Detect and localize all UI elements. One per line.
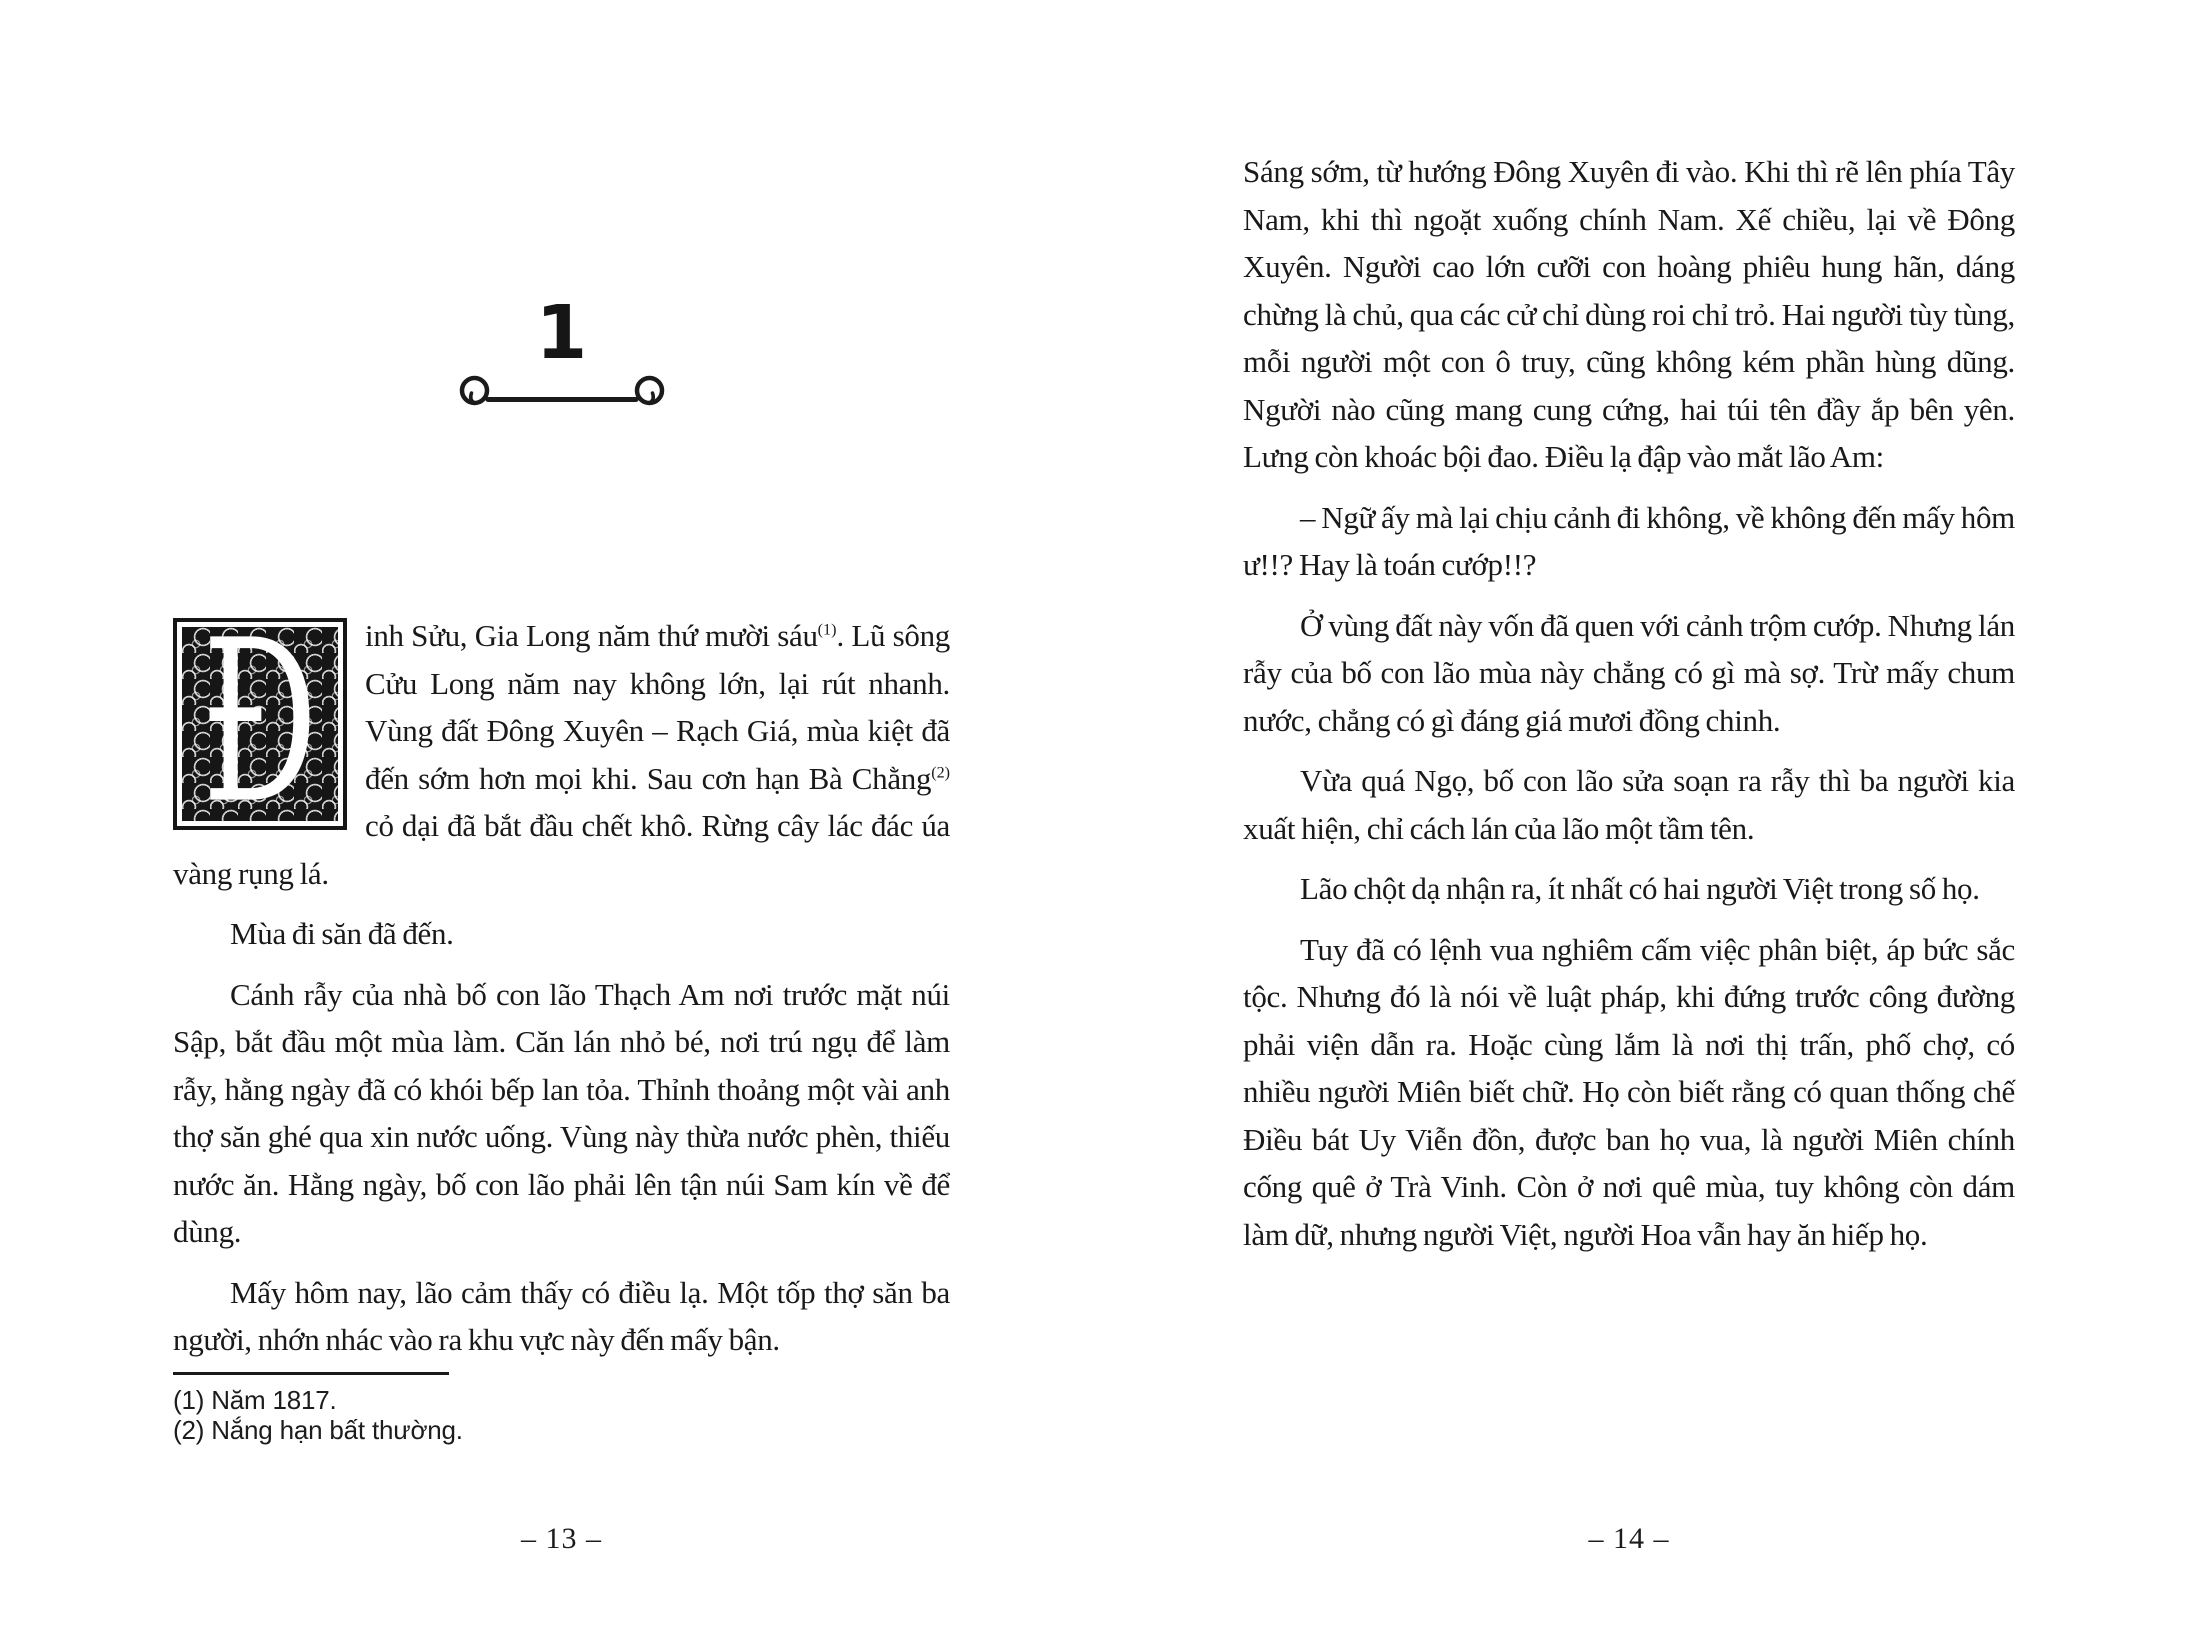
footnote-1: (1) Năm 1817. xyxy=(173,1385,337,1415)
paragraph: – Ngữ ấy mà lại chịu cảnh đi không, về không đến mấy hôm ư!!? Hay là toán cướp!!? xyxy=(1243,499,2015,582)
drop-cap-engraving xyxy=(182,627,338,821)
footnote-divider xyxy=(173,1372,449,1375)
drop-cap-ornament xyxy=(173,618,347,830)
paragraph: Mấy hôm nay, lão cảm thấy có điều lạ. Một tốp thợ săn ba người, nhớn nhác vào ra khu vực này đến mấy bận. xyxy=(173,1274,950,1357)
drop-cap-letter: Đ xyxy=(201,627,319,821)
footnote-2: (2) Nắng hạn bất thường. xyxy=(173,1415,463,1445)
paragraph: Mùa đi săn đã đến. xyxy=(230,916,454,951)
chapter-number: 1 xyxy=(535,290,588,376)
paragraph: Tuy đã có lệnh vua nghiêm cấm việc phân biệt, áp bức sắc tộc. Nhưng đó là nói về luật pháp, khi đứng trước công đường phải viện dẫn ra. Hoặc cùng lắm là nơi thị trấn, phố chợ, có nhiều người Miên biết chữ. Họ còn biết rằng có quan thống chế Điều bát Uy Viễn đồn, được ban họ vua, là người Miên chính cống quê ở Trà Vinh. Còn ở nơi quê mùa, tuy không còn dám làm dữ, nhưng người Việt, người Hoa vẫn hay ăn hiếp họ. xyxy=(1243,931,2015,1252)
chapter-ornament-icon xyxy=(173,374,950,415)
paragraph: Đ inh Sửu, Gia Long năm thứ mười sáu$^{(1)}$. Lũ sông Cửu Long năm nay không lớn, lại rút nhanh. Vùng đất Đông Xuyên – Rạch Giá, mùa kiệt đã đến sớm hơn mọi khi. Sau cơn hạn Bà Chằng$^{(2)}$ cỏ dại đã bắt đầu chết khô. Rừng cây lác đác úa vàng rụng lá. xyxy=(173,612,950,897)
page-number-right: – 14 – xyxy=(1588,1522,1670,1555)
page-right-body xyxy=(1243,148,2015,1271)
paragraph: Lão chột dạ nhận ra, ít nhất có hai người Việt trong số họ. xyxy=(1300,871,1980,906)
page-number-left: – 13 – xyxy=(521,1522,602,1555)
footnotes-block xyxy=(173,1372,950,1445)
paragraph: Vừa quá Ngọ, bố con lão sửa soạn ra rẫy thì ba người kia xuất hiện, chỉ cách lán của lão một tầm tên. xyxy=(1243,763,2015,846)
paragraph: Cánh rẫy của nhà bố con lão Thạch Am nơi trước mặt núi Sập, bắt đầu một mùa làm. Căn lán nhỏ bé, nơi trú ngụ để làm rẫy, hằng ngày đã có khói bếp lan tỏa. Thỉnh thoảng một vài anh thợ săn ghé qua xin nước uống. Vùng này thừa nước phèn, thiếu nước ăn. Hằng ngày, bố con lão phải lên tận núi Sam kín về để dùng. xyxy=(173,976,950,1249)
paragraph: Ở vùng đất này vốn đã quen với cảnh trộm cướp. Nhưng lán rẫy của bố con lão mùa này chẳng có gì mà sợ. Trừ mấy chum nước, chẳng có gì đáng giá mươi đồng chinh. xyxy=(1243,607,2015,738)
page-left-body xyxy=(173,612,950,1377)
chapter-heading xyxy=(173,290,950,415)
paragraph: Sáng sớm, từ hướng Đông Xuyên đi vào. Khi thì rẽ lên phía Tây Nam, khi thì ngoặt xuống chính Nam. Xế chiều, lại về Đông Xuyên. Người cao lớn cưỡi con hoàng phiêu hung hãn, dáng chừng là chủ, qua các cử chỉ dùng roi chỉ trỏ. Hai người tùy tùng, mỗi người một con ô truy, cũng không kém phần hùng dũng. Người nào cũng mang cung cứng, hai túi tên đầy ắp bên yên. Lưng còn khoác bội đao. Điều lạ đập vào mắt lão Am: xyxy=(1243,154,2015,474)
